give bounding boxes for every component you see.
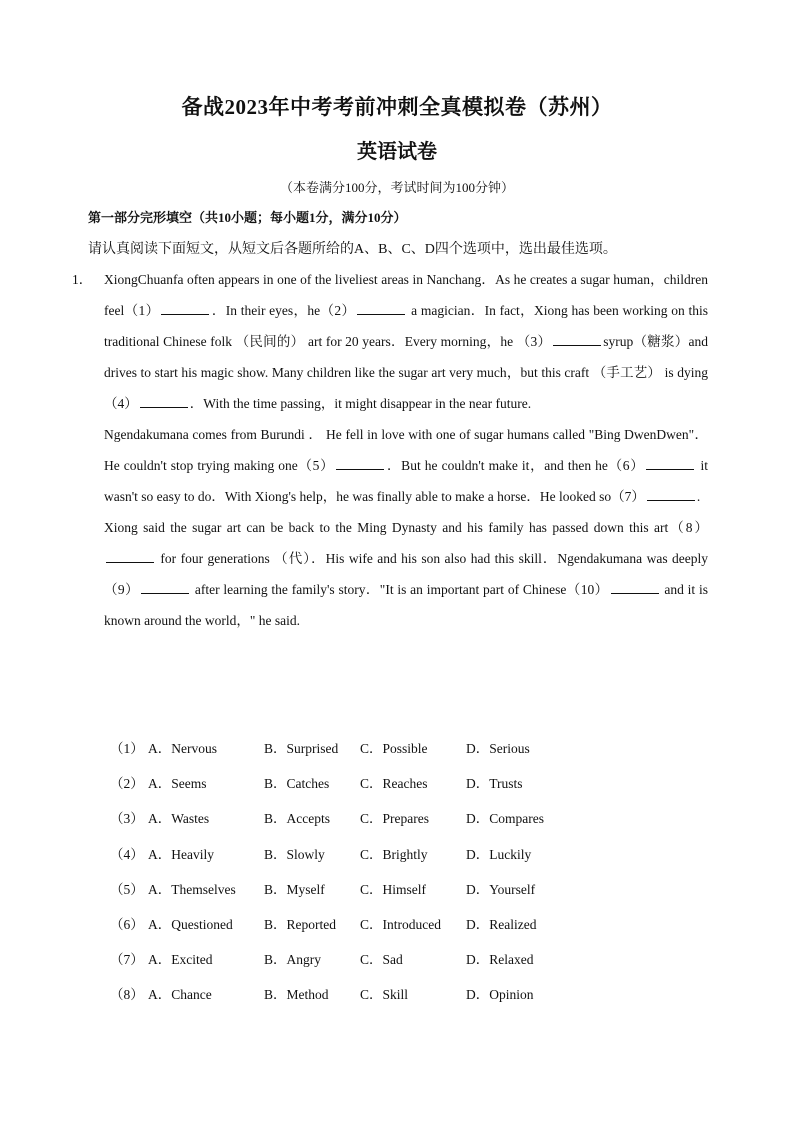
option-b[interactable]: B．Accepts: [264, 811, 330, 827]
option-number: （7）: [110, 952, 144, 968]
section-instruction: 请认真阅读下面短文，从短文后各题所给的A、B、C、D四个选项中，选出最佳选项。: [88, 242, 617, 257]
option-row: [110, 844, 566, 879]
option-a[interactable]: A．Heavily: [148, 846, 214, 862]
option-row: [110, 808, 566, 843]
option-c[interactable]: C．Brightly: [360, 846, 428, 862]
blank-4: [140, 393, 188, 408]
option-row: [110, 773, 566, 808]
blank-2: [357, 300, 405, 315]
option-b[interactable]: B．Myself: [264, 881, 325, 897]
option-number: （1）: [110, 741, 144, 756]
option-c[interactable]: C．Himself: [360, 881, 426, 897]
passage-text: Ngendakumana comes from Burundi ． He fell in love with one of sugar humans called "Bing DwenDwen"．He couldn't stop trying making one（5）: [104, 427, 708, 473]
question-number: 1．: [72, 272, 93, 287]
option-d[interactable]: D．Opinion: [466, 987, 534, 1003]
option-row: [110, 949, 566, 984]
option-d[interactable]: D．Relaxed: [466, 952, 534, 968]
option-a[interactable]: A．Questioned: [148, 916, 233, 932]
passage-text: for four generations （代）．His wife and his son also had this skill．Ngendakumana was deeply（9）: [104, 551, 708, 597]
option-c[interactable]: C．Reaches: [360, 776, 428, 792]
option-row: [110, 984, 566, 1019]
option-row: [110, 879, 566, 914]
option-d[interactable]: D．Serious: [466, 741, 530, 756]
cloze-passage: [72, 264, 709, 636]
option-row: [110, 914, 566, 949]
passage-text: after learning the family's story．"It is an important part of Chinese（10）: [191, 582, 609, 597]
option-number: （3）: [110, 811, 144, 827]
blank-5: [336, 455, 384, 470]
passage-text: ．In their eyes，he（2）: [211, 303, 356, 318]
option-b[interactable]: B．Reported: [264, 916, 336, 932]
passage-text: syrup（糖浆）and drives to start his magic show. Many children like the sugar art very much，but this craft （手工艺） is dying（4）: [104, 334, 708, 411]
option-a[interactable]: A．Themselves: [148, 881, 236, 897]
blank-1: [161, 300, 209, 315]
blank-7: [647, 486, 695, 501]
option-a[interactable]: A．Wastes: [148, 811, 210, 827]
option-a[interactable]: A．Excited: [148, 952, 213, 968]
option-b[interactable]: B．Catches: [264, 776, 330, 792]
option-a[interactable]: A．Chance: [148, 987, 212, 1003]
answer-options: [110, 738, 566, 1020]
option-b[interactable]: B．Surprised: [264, 741, 339, 756]
passage-paragraph-2: [88, 419, 708, 512]
option-c[interactable]: C．Possible: [360, 741, 428, 756]
option-c[interactable]: C．Introduced: [360, 916, 441, 932]
exam-title: 备战2023年中考考前冲刺全真模拟卷（苏州）: [181, 95, 613, 119]
option-b[interactable]: B．Slowly: [264, 846, 325, 862]
passage-text: XiongChuanfa often appears in one of the liveliest areas in Nanchang．As he creates a sugar human，children feel（1）: [104, 272, 708, 318]
option-d[interactable]: D．Trusts: [466, 776, 523, 792]
passage-text: ．But he couldn't make it，and then he（6）: [386, 458, 645, 473]
option-d[interactable]: D．Luckily: [466, 846, 532, 862]
blank-3: [553, 331, 601, 346]
option-a[interactable]: A．Nervous: [148, 741, 217, 756]
option-number: （8）: [110, 987, 144, 1003]
passage-text: a magician．In fact，Xiong has been working on this traditional Chinese folk （民间的） art for 20 years．Every morning，he （3）: [104, 303, 709, 349]
blank-9: [141, 579, 189, 594]
option-d[interactable]: D．Realized: [466, 916, 537, 932]
option-d[interactable]: D．Compares: [466, 811, 544, 827]
option-number: （5）: [110, 881, 144, 897]
passage-text: Xiong said the sugar art can be back to the Ming Dynasty and his family has passed down this art（8）: [104, 520, 708, 535]
option-number: （6）: [110, 916, 144, 932]
passage-paragraph-3: [88, 512, 708, 636]
passage-text: and it is known around the world，" he said.: [104, 582, 708, 628]
passage-text: ．With the time passing，it might disappear in the near future.: [189, 396, 532, 411]
option-number: （2）: [110, 776, 144, 792]
option-d[interactable]: D．Yourself: [466, 881, 536, 897]
blank-8: [106, 548, 154, 563]
option-c[interactable]: C．Skill: [360, 987, 409, 1003]
blank-10: [611, 579, 659, 594]
option-b[interactable]: B．Method: [264, 987, 329, 1003]
passage-text: .: [696, 489, 701, 504]
section-heading: 第一部分完形填空（共10小题；每小题1分，满分10分）: [88, 210, 407, 225]
option-number: （4）: [110, 846, 144, 862]
option-c[interactable]: C．Sad: [360, 952, 403, 968]
exam-subtitle: 英语试卷: [357, 141, 437, 163]
option-a[interactable]: A．Seems: [148, 776, 207, 792]
passage-text: it wasn't so easy to do．With Xiong's help，he was finally able to make a horse．He looked so（7）: [104, 458, 708, 504]
passage-paragraph-1: [72, 264, 709, 419]
option-row: [110, 738, 566, 773]
exam-note: （本卷满分100分，考试时间为100分钟）: [279, 180, 514, 195]
option-c[interactable]: C．Prepares: [360, 811, 429, 827]
blank-6: [646, 455, 694, 470]
option-b[interactable]: B．Angry: [264, 952, 321, 968]
